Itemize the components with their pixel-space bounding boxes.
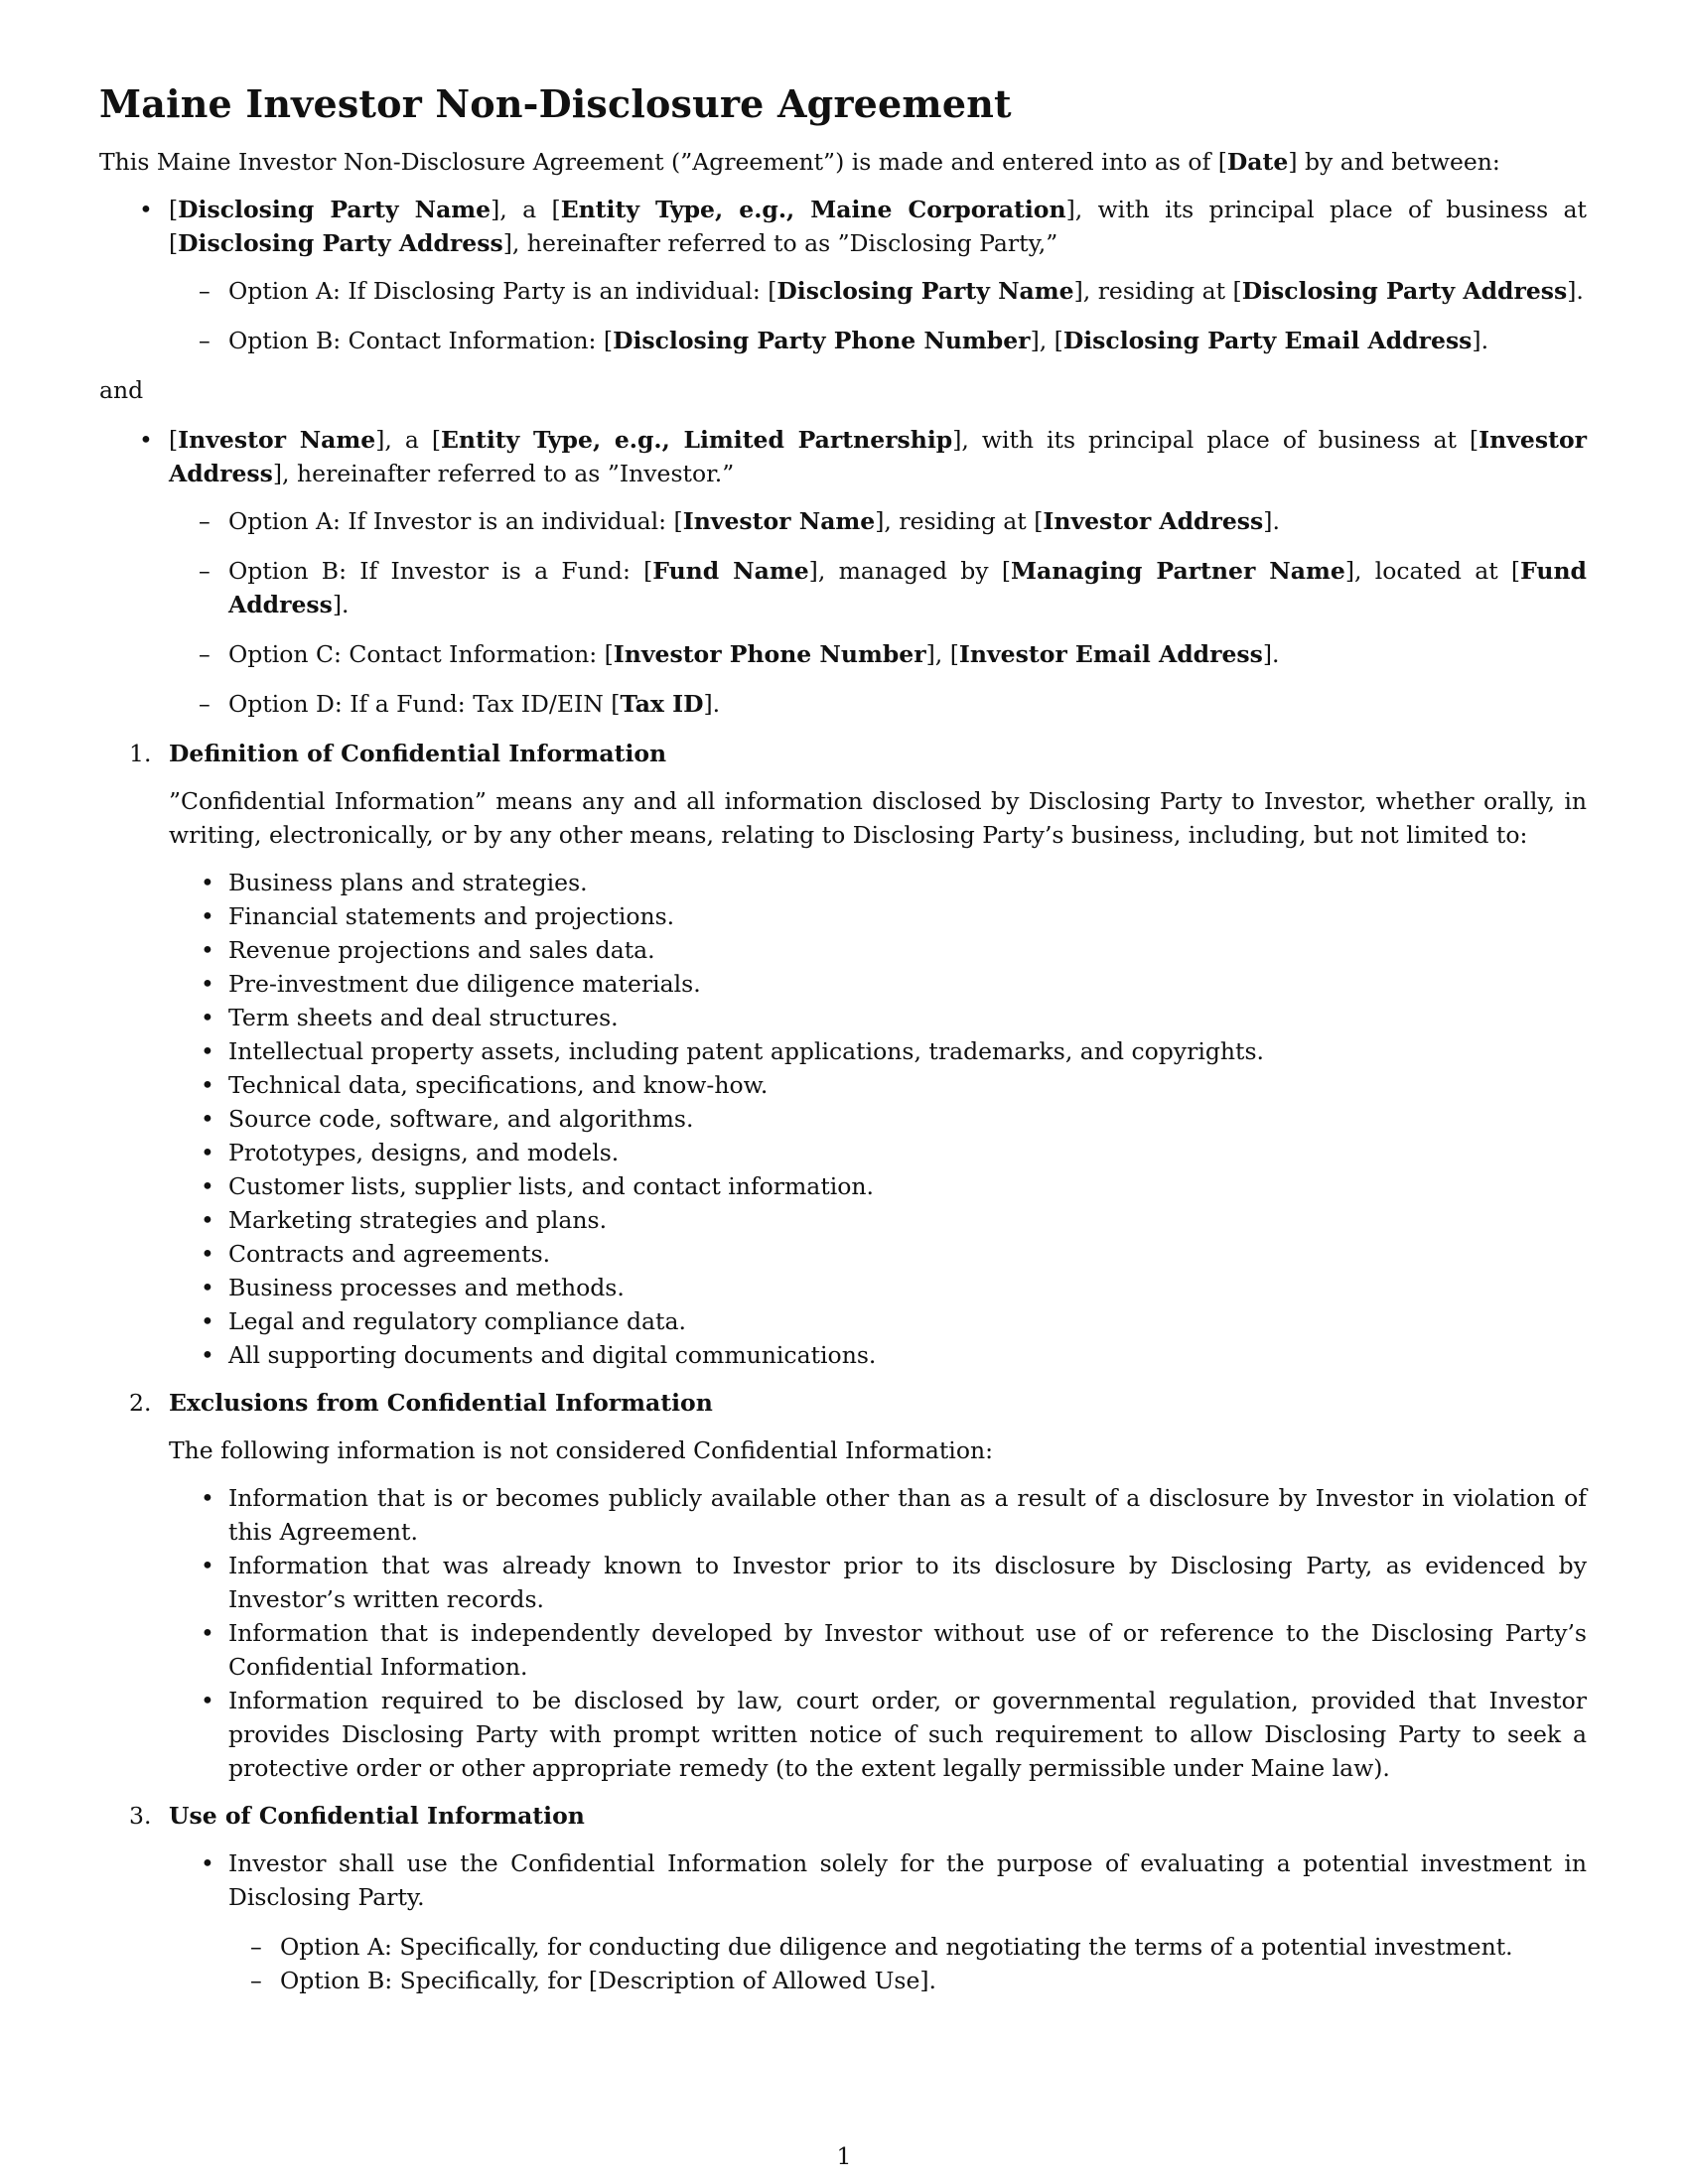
and-text: and (99, 375, 144, 404)
section-number: 2. (129, 1388, 152, 1417)
text: ]. (1262, 639, 1280, 668)
investor-option-c (169, 637, 1587, 671)
text: ]. (1472, 326, 1489, 354)
text: Option A: If Disclosing Party is an individual: [ (228, 276, 777, 305)
section-body: ”Confidential Information” means any and all information disclosed by Disclosing Party to Investor, whether orally, in writing, electronically, or by any other means, relating to Disclosing Party’s business, including, but not limited to: (169, 786, 1587, 849)
disclosing-options (169, 274, 1587, 357)
investor-option-b (169, 554, 1587, 621)
investor-options (169, 504, 1587, 721)
date-placeholder: Date (1226, 147, 1289, 176)
list-item: • Intellectual property assets, including patent applications, trademarks, and copyrights. (169, 1034, 1587, 1068)
list-item: • All supporting documents and digital communications. (169, 1338, 1587, 1372)
list-item: • Information required to be disclosed by law, court order, or governmental regulation, provided that Investor provides Disclosing Party with prompt written notice of such requirement to allow Disclosing Party to seek a protective order or other appropriate remedy (to the extent legally permissible under Maine law). (169, 1684, 1587, 1785)
placeholder: Investor Email Address (958, 639, 1263, 668)
text: ], managed by [ (808, 556, 1012, 585)
text: ], residing at [ (875, 506, 1044, 535)
investor-item (99, 423, 1587, 721)
use-option-a: – Option A: Specifically, for conducting due diligence and negotiating the terms of a potential investment. (169, 1930, 1587, 1964)
list-item: • Contracts and agreements. (169, 1237, 1587, 1271)
placeholder: Investor Name (178, 425, 376, 454)
list-item: • Business processes and methods. (169, 1271, 1587, 1304)
intro-text: ] by and between: (1288, 147, 1500, 176)
text: ], hereinafter referred to as ”Investor.” (272, 459, 735, 487)
text: ], residing at [ (1073, 276, 1242, 305)
placeholder: Managing Partner Name (1011, 556, 1345, 585)
disclosing-party-item (99, 193, 1587, 357)
list-item: • Information that is or becomes publicly available other than as a result of a disclosure by Investor in violation of this Agreement. (169, 1481, 1587, 1549)
placeholder: Disclosing Party Address (1241, 276, 1568, 305)
list-item: • Marketing strategies and plans. (169, 1203, 1587, 1237)
placeholder: Investor Address (169, 425, 1587, 487)
list-item: • Prototypes, designs, and models. (169, 1136, 1587, 1169)
document-title: Maine Investor Non-Disclosure Agreement (99, 81, 1012, 126)
text: ]. (1263, 506, 1280, 535)
page-number: 1 (836, 2142, 852, 2170)
party-list-disclosing (99, 193, 1587, 357)
text: ]. (1567, 276, 1584, 305)
section-heading: Use of Confidential Information (169, 1801, 585, 1830)
list-item: • Term sheets and deal structures. (169, 1001, 1587, 1034)
use-list (169, 1846, 1587, 1914)
text: Option A: If Investor is an individual: [ (228, 506, 683, 535)
exclusions-list (169, 1481, 1587, 1785)
placeholder: Investor Name (682, 506, 876, 535)
list-item: • Financial statements and projections. (169, 899, 1587, 933)
placeholder: Disclosing Party Email Address (1062, 326, 1473, 354)
placeholder: Entity Type, e.g., Maine Corporation (560, 195, 1066, 223)
section-heading: Definition of Confidential Information (169, 739, 667, 767)
placeholder: Investor Phone Number (613, 639, 926, 668)
party-list-investor (99, 423, 1587, 721)
text: ], [ (1030, 326, 1063, 354)
section-body: The following information is not considered Confidential Information: (169, 1435, 994, 1464)
list-item: • Business plans and strategies. (169, 866, 1587, 899)
placeholder: Fund Name (652, 556, 809, 585)
use-options (169, 1930, 1587, 1997)
text: Option B: If Investor is a Fund: [ (228, 556, 653, 585)
section-1 (99, 737, 1587, 1372)
confidential-info-list (169, 866, 1587, 1372)
placeholder: Fund Address (228, 556, 1587, 618)
text: ], with its principal place of business at [ (952, 425, 1479, 454)
list-item: • Customer lists, supplier lists, and contact information. (169, 1169, 1587, 1203)
section-number: 3. (129, 1801, 152, 1830)
intro-text: This Maine Investor Non-Disclosure Agreement (”Agreement”) is made and entered into as of [ (99, 147, 1227, 176)
section-3 (99, 1799, 1587, 1997)
list-item: • Pre-investment due diligence materials. (169, 967, 1587, 1001)
disclosing-option-b (169, 324, 1587, 357)
list-item: • Technical data, specifications, and know-how. (169, 1068, 1587, 1102)
list-item: • Information that is independently developed by Investor without use of or reference to the Disclosing Party’s Confidential Information. (169, 1616, 1587, 1684)
text: Option B: Contact Information: [ (228, 326, 614, 354)
text: ], [ (925, 639, 959, 668)
text: Option C: Contact Information: [ (228, 639, 614, 668)
disclosing-option-a (169, 274, 1587, 308)
placeholder: Disclosing Party Address (178, 228, 503, 257)
text: ], a [ (375, 425, 442, 454)
text: ], hereinafter referred to as ”Disclosing Party,” (502, 228, 1058, 257)
text: Option D: If a Fund: Tax ID/EIN [ (228, 689, 621, 718)
use-option-b: – Option B: Specifically, for [Description of Allowed Use]. (169, 1964, 1587, 1997)
section-2 (99, 1386, 1587, 1785)
investor-option-d (169, 687, 1587, 721)
list-item: • Investor shall use the Confidential Information solely for the purpose of evaluating a potential investment in Disclosing Party. (169, 1846, 1587, 1914)
list-item: • Legal and regulatory compliance data. (169, 1304, 1587, 1338)
text: ], with its principal place of business at [ (169, 195, 1588, 257)
section-heading: Exclusions from Confidential Information (169, 1388, 713, 1417)
text: ]. (703, 689, 721, 718)
list-item: • Source code, software, and algorithms. (169, 1102, 1587, 1136)
list-item: • Revenue projections and sales data. (169, 933, 1587, 967)
section-number: 1. (129, 739, 152, 767)
text: ], located at [ (1344, 556, 1521, 585)
placeholder: Disclosing Party Phone Number (613, 326, 1031, 354)
placeholder: Disclosing Party Name (178, 195, 492, 223)
placeholder: Tax ID (620, 689, 704, 718)
list-item: • Information that was already known to Investor prior to its disclosure by Disclosing Party, as evidenced by Investor’s written records. (169, 1549, 1587, 1616)
text: [ (169, 195, 179, 223)
text: [ (169, 425, 179, 454)
placeholder: Disclosing Party Name (776, 276, 1074, 305)
placeholder: Investor Address (1043, 506, 1264, 535)
placeholder: Entity Type, e.g., Limited Partnership (441, 425, 953, 454)
investor-option-a (169, 504, 1587, 538)
text: ]. (332, 590, 350, 618)
text: ], a [ (491, 195, 561, 223)
intro-paragraph (99, 145, 1587, 179)
document-page (99, 81, 1587, 2011)
